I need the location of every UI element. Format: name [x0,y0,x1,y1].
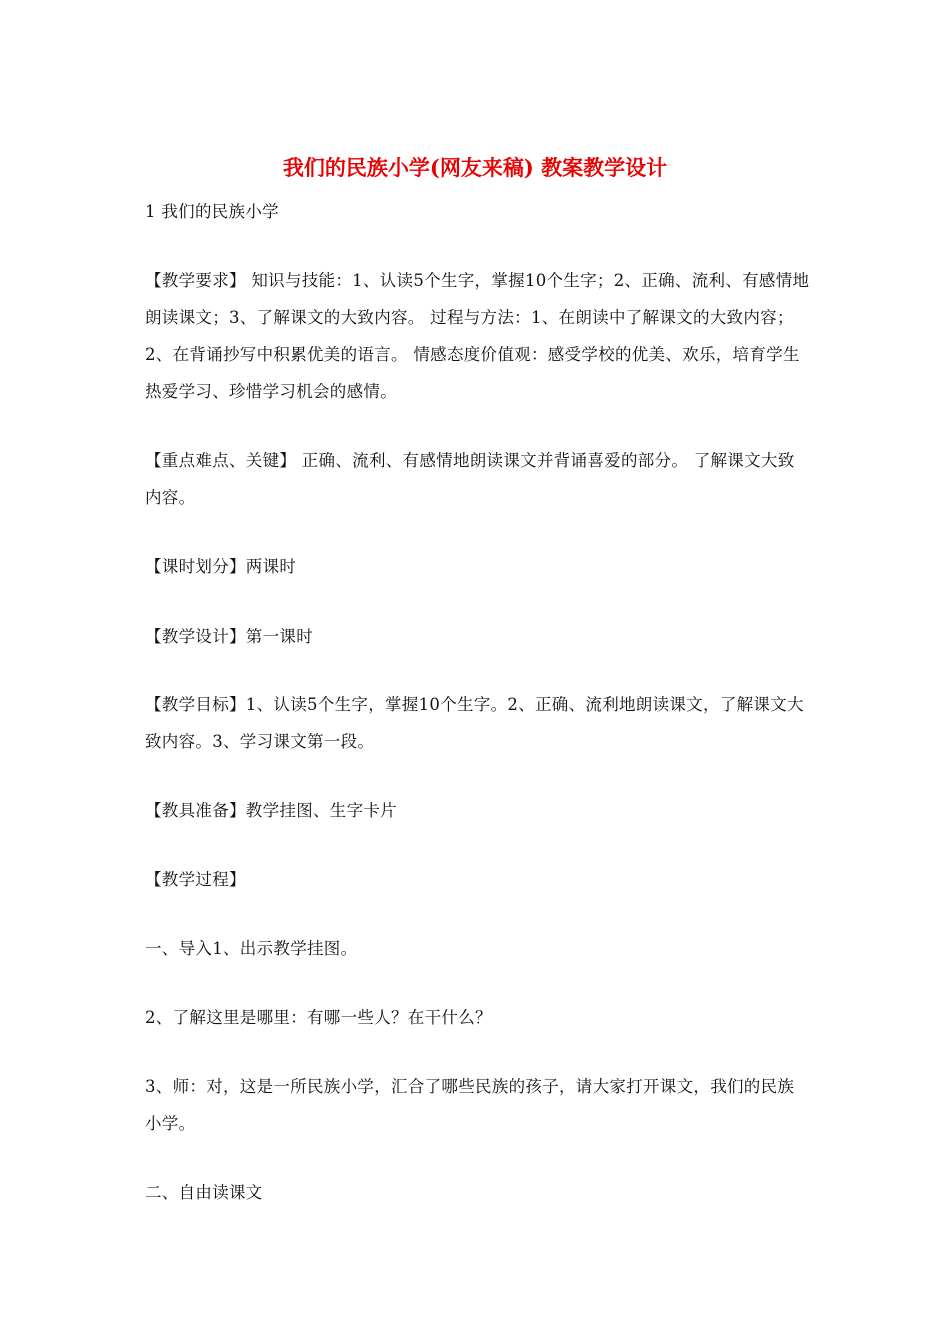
section-heading: 1 我们的民族小学 [145,202,279,221]
paragraph-step-3: 3、师：对，这是一所民族小学，汇合了哪些民族的孩子，请大家打开课文，我们的民族小学。 [145,1077,795,1133]
paragraph-teaching-aids: 【教具准备】教学挂图、生字卡片 [145,801,397,820]
paragraph-teaching-goals: 【教学目标】1、认读5个生字，掌握10个生字。2、正确、流利地朗读课文，了解课文大致内容。3、学习课文第一段。 [145,695,804,751]
paragraph-key-points: 【重点难点、关键】 正确、流利、有感情地朗读课文并背诵喜爱的部分。 了解课文大致内容。 [145,451,795,507]
paragraph-free-reading: 二、自由读课文 [145,1183,263,1202]
paragraph-step-intro: 一、导入1、出示教学挂图。 [145,939,358,958]
paragraph-lesson-division: 【课时划分】两课时 [145,557,297,576]
paragraph-step-2: 2、了解这里是哪里：有哪一些人？在干什么？ [145,1008,492,1027]
paragraph-teaching-process: 【教学过程】 [145,870,246,889]
paragraph-teaching-design: 【教学设计】第一课时 [145,627,313,646]
page-title: 我们的民族小学(网友来稿) 教案教学设计 [282,155,668,180]
paragraph-teaching-requirements: 【教学要求】 知识与技能：1、认读5个生字，掌握10个生字；2、正确、流利、有感情地朗读课文；3、了解课文的大致内容。 过程与方法：1、在朗读中了解课文的大致内容；2、在背诵抄写中积累优美的语言。 情感态度价值观：感受学校的优美、欢乐，培育学生热爱学习、珍惜学习机会的感情。 [145,271,810,401]
